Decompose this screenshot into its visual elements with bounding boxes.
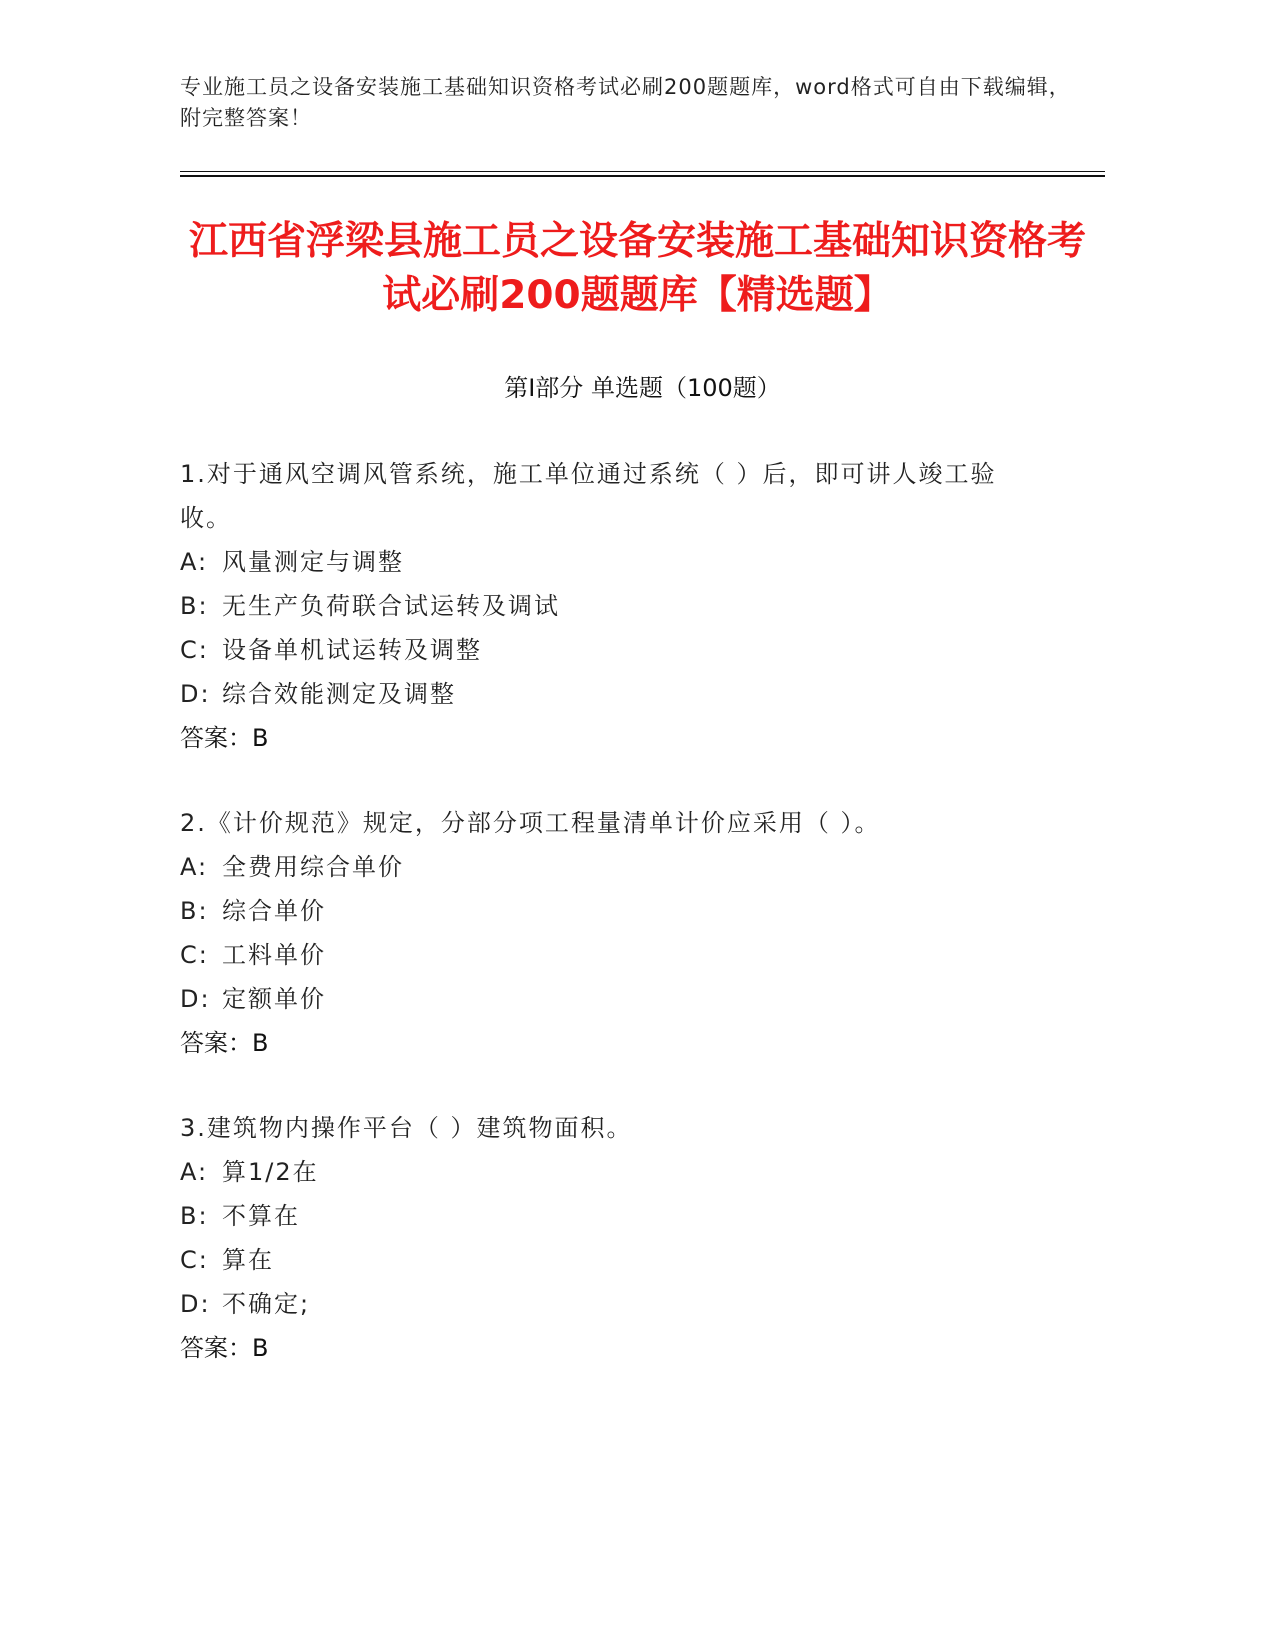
answer-line: 答案：B [180,1334,269,1362]
answer-line: 答案：B [180,1029,269,1057]
option-key: A: [180,853,209,881]
option-text: 风量测定与调整 [222,548,404,576]
option-text: 综合效能测定及调整 [222,680,456,708]
document-title: 江西省浮梁县施工员之设备安装施工基础知识资格考试必刷200题题库【精选题】 [188,219,1086,318]
option-text: 不算在 [222,1202,300,1230]
header-note: 专业施工员之设备安装施工基础知识资格考试必刷200题题库，word格式可自由下载编辑，附完整答案！ [180,75,1071,130]
question-stem: 3.建筑物内操作平台（ ）建筑物面积。 [180,1114,633,1142]
option-d [180,977,1040,1021]
option-key: C: [180,1246,209,1274]
option-text: 设备单机试运转及调整 [222,636,482,664]
option-text: 工料单价 [222,941,326,969]
question-2 [180,801,1040,1065]
option-key: D: [180,985,211,1013]
header-rule-thick [180,175,1105,177]
option-key: B: [180,592,209,620]
header-rule-thin [180,171,1105,172]
option-key: D: [180,1290,211,1318]
option-text: 定额单价 [222,985,326,1013]
option-a [180,1150,1040,1194]
option-text: 无生产负荷联合试运转及调试 [222,592,560,620]
section-heading: 第I部分 单选题（100题） [504,374,781,402]
option-text: 算在 [222,1246,274,1274]
option-b [180,584,1040,628]
option-key: C: [180,941,209,969]
option-a [180,845,1040,889]
question-1 [180,452,1040,760]
option-b [180,889,1040,933]
option-text: 不确定; [222,1290,311,1318]
option-key: D: [180,680,211,708]
option-key: A: [180,1158,209,1186]
option-text: 全费用综合单价 [222,853,404,881]
option-b [180,1194,1040,1238]
option-text: 综合单价 [222,897,326,925]
option-a [180,540,1040,584]
option-d [180,1282,1040,1326]
question-3 [180,1106,1040,1370]
option-key: C: [180,636,209,664]
option-key: B: [180,897,209,925]
option-key: B: [180,1202,209,1230]
option-c [180,933,1040,977]
answer-line: 答案：B [180,724,269,752]
option-key: A: [180,548,209,576]
option-d [180,672,1040,716]
question-stem: 1.对于通风空调风管系统，施工单位通过系统（ ）后，即可讲人竣工验收。 [180,460,997,532]
option-text: 算1/2在 [222,1158,319,1186]
question-stem: 2.《计价规范》规定，分部分项工程量清单计价应采用（ ）。 [180,809,881,837]
option-c [180,628,1040,672]
option-c [180,1238,1040,1282]
